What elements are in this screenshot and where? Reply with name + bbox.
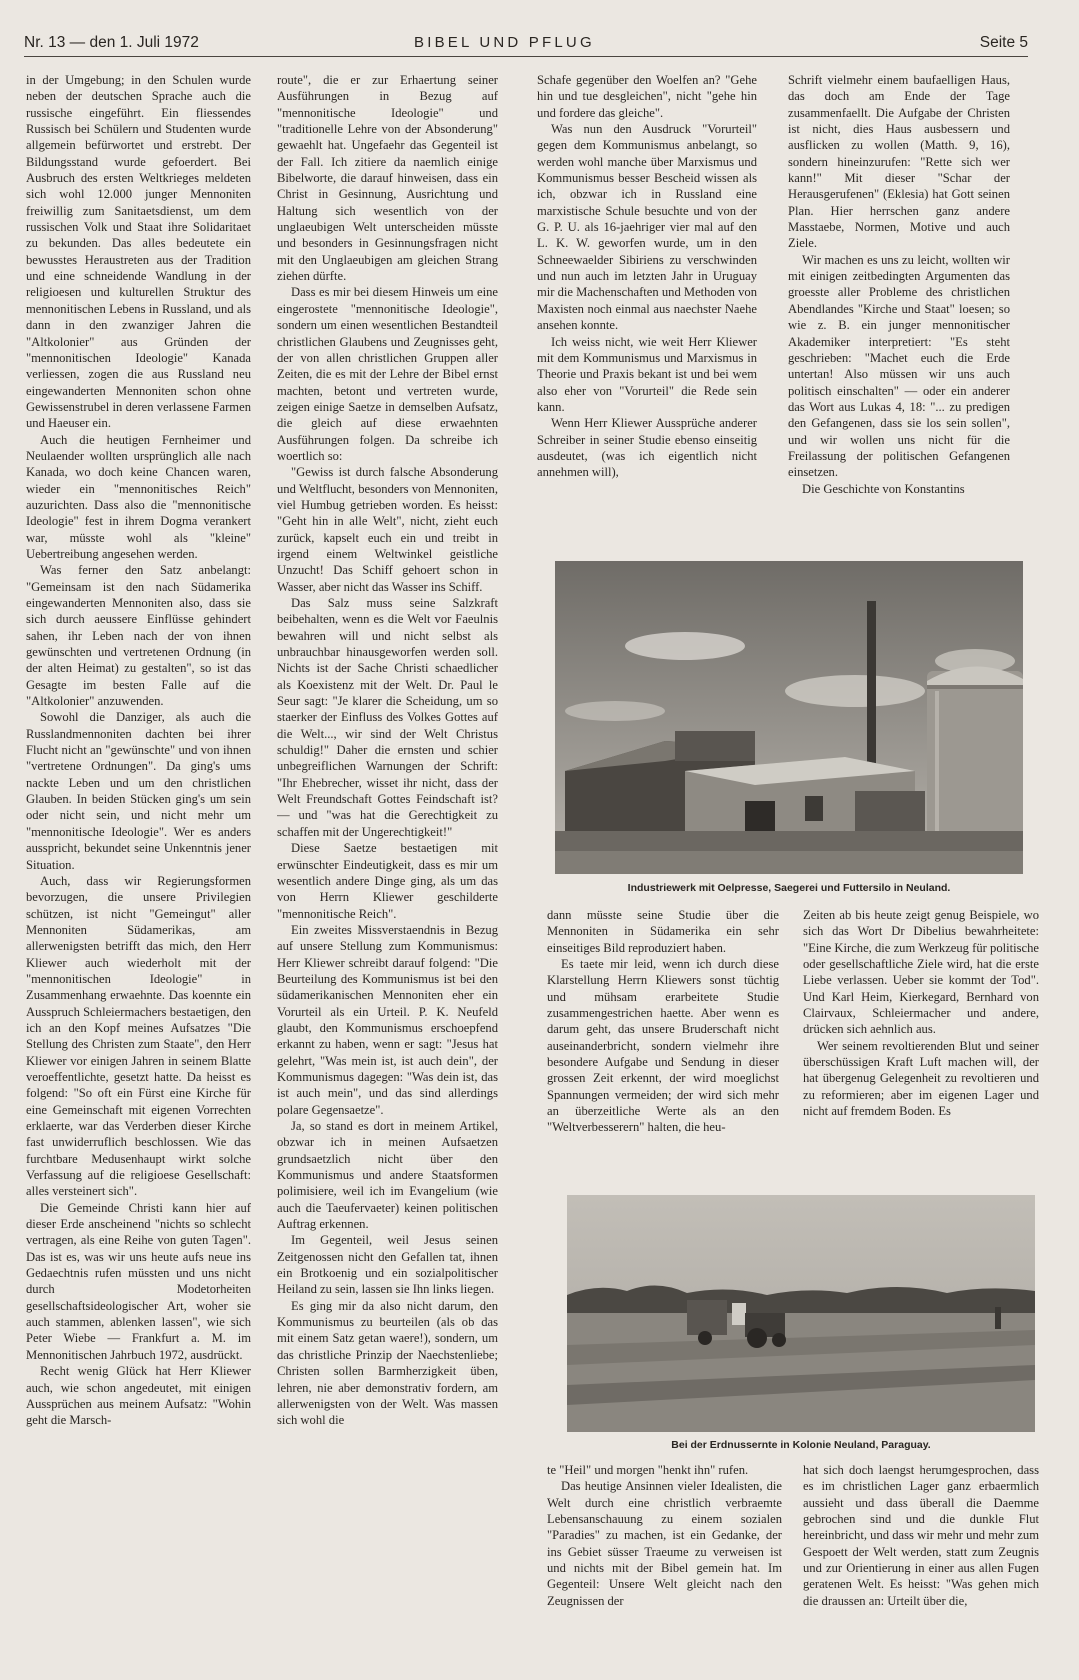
paragraph: Zeiten ab bis heute zeigt genug Beispiele, wo sich das Wort Dr Dibelius bewahrheitete: "Eine Kirche, die zum Werkzeug für politische oder gesellschaftliche Ziele wird, hat die erste Liebe verlassen. Ueber sie kommt der Tod". Und Karl Heim, Kierkegard, Bernhard von Clairvaux, Schleiermacher und andere, drücken sich aehnlich aus. (803, 908, 1039, 1037)
paragraph: Das heutige Ansinnen vieler Idealisten, die Welt durch eine christlich verbraemte Lebensanschauung zu einem sozialen "Paradies" zu machen, ist ein Gedanke, der ins Gebiet süsser Traeume zu verweisen ist und nichts mit der Bibel gemein hat. Im Gegenteil: Unsere Welt gleicht nach den Zeugnissen der (547, 1479, 782, 1608)
text-column-3 (537, 72, 757, 550)
paragraph: Ich weiss nicht, wie weit Herr Kliewer mit dem Kommunismus und Marxismus in Theorie und Praxis bekant ist und bei wem also eher von "Vorurteil" die Rede sein kann. (537, 334, 757, 414)
paragraph: Wir machen es uns zu leicht, wollten wir mit einigen zeitbedingten Argumenten das groesste aller Probleme des christlichen Abendlandes "Kirche und Staat" loesen; so wie z. B. ein junger mennonitischer Akademiker interpretiert: "Es steht geschrieben: "Machet euch die Erde untertan! Also müssen wir uns auch politisch einschalten" — oder ein anderer das Wort aus Lukas 4, 18: "... zu predigen den Gefangenen, dass sie los sein sollen", und wir wollen uns nicht für die Freilassung der politischen Gefangenen einsetzen. (788, 252, 1010, 480)
paragraph: Die Geschichte von Konstantins (802, 481, 965, 496)
page-header (24, 34, 1028, 56)
issue-date: Nr. 13 — den 1. Juli 1972 (24, 34, 199, 51)
publication-title: BIBEL UND PFLUG (414, 34, 595, 51)
paragraph: Was ferner den Satz anbelangt: "Gemeinsam ist den nach Südamerika eingewanderten Mennoniten also, dass sie sich durch aeussere Einflüsse gehindert sahen, ihr Leben nach der von ihnen gewünschten und vertretenen Ordnung (in der alten Heimat) zu gestalten", so ist das Gesagte im besten Falle auf die "Altkolonier" anzuwenden. (26, 563, 251, 709)
text-column-3-bottom (547, 1462, 782, 1678)
text-column-4-lower (803, 907, 1039, 1192)
paragraph: Recht wenig Glück hat Herr Kliewer auch, wie schon angedeutet, mit einigen Aussprüchen aus meinem Aufsatz: "Wohin geht die Marsch- (26, 1364, 251, 1428)
paragraph: Schafe gegenüber den Woelfen an? "Gehe hin und tue desgleichen", nicht "gehe hin und fordere das gleiche". (537, 73, 757, 120)
paragraph: Auch die heutigen Fernheimer und Neulaender wollten ursprünglich alle nach Kanada, wo doch keine Chancen waren, wieder ein "mennonitisches Reich" auzurichten. Dass also die "mennonitische Ideologie" fest in ihrem Dogma verankert war, müsste wohl als "kleine" Uebertreibung angesehen werden. (26, 432, 251, 561)
text-column-1 (26, 72, 251, 1672)
paragraph: hat sich doch laengst herumgesprochen, dass es im christlichen Lager ganz erbaermlich aussieht und dass überall die Daemme gebrochen sind und die dunkle Flut hereinbricht, und dass wir mehr und mehr zum Gespoett der Welt werden, statt zum Zeugnis und zur Orientierung in einer aus allen Fugen geratenen Welt. Es heisst: "Was gehen mich die draussen an: Urteilt über die, (803, 1463, 1039, 1608)
header-rule (24, 56, 1028, 57)
paragraph: Sowohl die Danziger, als auch die Russlandmennoniten dachten bei ihrer Flucht nicht an "gewünschte" und von ihnen "vertretene Ordnungen". Da ging's ums nackte Leben und um den christlichen Glauben. In beiden Stücken ging's um sein oder nicht sein, und nicht mehr um "mennonitische Ideologie". Wer es anders ausspricht, bekundet seine Unkenntnis jener Situation. (26, 710, 251, 872)
text-column-3-lower (547, 907, 779, 1192)
paragraph: Ja, so stand es dort in meinem Artikel, obzwar ich in meinen Aufsaetzen grundsaetzlich nicht über den Kommunismus und andere Staatsformen polimisiere, weil ich im Evangelium (wie auch die Taeufervaeter) keinen politischen Auftrag erkennen. (277, 1119, 498, 1232)
paragraph: route", die er zur Erhaertung seiner Ausführungen in Bezug auf "mennonitische Ideologie" und "traditionelle Lehre von der Absonderung" gewaehlt hat. Ungefaehr das Gegenteil ist der Fall. Ich zitiere da naemlich einige Bibelworte, die darauf hinweisen, dass ein Christ in Gesinnung, Ausrichtung und Haltung sich wesentlich von der unglaeubigen Welt unterscheiden müsste und besonders in Gesinnungsfragen nicht mit den Unglaeubigen am gleichen Strang ziehen dürfte. (277, 73, 498, 284)
paragraph: Es taete mir leid, wenn ich durch diese Klarstellung Herrn Kliewers sonst tüchtig und mühsam erarbeitete Studie zusammengestrichen haette. Aber wenn es darum geht, das unsere Bruderschaft nicht auseinanderbricht, sondern vielmehr ihre besondere Aufgabe und Sendung in dieser grossen Zeit erkennt, der wird moeglichst Spannungen vermeiden; der wird sich mehr an überzeitliche Werte als an den "Weltverbesserern" halten, die heu- (547, 957, 779, 1135)
paragraph: te "Heil" und morgen "henkt ihn" rufen. (547, 1463, 749, 1477)
paragraph: Auch, dass wir Regierungsformen bevorzugen, die unsere Privilegien schützen, ist nicht "Gemeingut" aller Mennoniten Südamerikas, am allerwenigsten betrifft das mich, den Herr Kliewer auch wiederholt mit der "mennonitischen Ideologie" in Zusammenhang erwaehnte. Das koennte ein Ausspruch Schleiermachers bestaetigen, den ich an den Kopf meines Aufsatzes "Die Stellung des Christen zum Staate", den Herr Kliewer vor einigen Jahren in seinem Blatte veroeffentlichte, gesetzt hatte. Da heisst es folgend: "So oft ein Fürst eine Kirche für eine Gemeinschaft mit eigenen Vorrechten erklaerte, war das Verderben dieser Kirche fast unwiderruflich beschlossen. Wie das furchtbare Medusenhaupt wirkt solche Verfassung auf die religioese Gesellschaft: alles versteinert sich". (26, 873, 251, 1199)
text-column-4-bottom (803, 1462, 1039, 1678)
paragraph: Es ging mir da also nicht darum, den Kommunismus zu beurteilen (als ob das mit einem Satz getan waere!), sondern, um das christliche Prinzip der Naechstenliebe; Christen sollen Barmherzigkeit üben, lehren, nie aber demonstrativ fordern, am allerwenigsten von der Welt. Was massen sich wohl die (277, 1298, 498, 1428)
paragraph: in der Umgebung; in den Schulen wurde neben der deutschen Sprache auch die russische eingeführt. Ein fliessendes Russisch bei Schülern und Studenten wurde allgemein befürwortet und erstrebt. Der Bildungsstand wurde gefoerdert. Bei Ausbruch des ersten Weltkrieges meldeten sich wohl 12.000 junger Mennoniten freiwillig zum Sanitaetsdienst, um dem russischen Volk und Staat ihre Solidaritaet zu bekunden. Das alles bedeutete ein bewusstes Heraustreten aus der Tradition und eine schneidende Wandlung in der religioesen und kulturellen Struktur des mennonitischen Lebens in Russland, und als dann in den zwanziger Jahren die "Altkolonier" aus Gründen der "mennonitischen Ideologie" Kanada verliessen, zogen die aus Russland neu eingewanderten Mennoniten schon ohne Gewissenstrubel in deren verlassene Farmen und Haeuser ein. (26, 73, 251, 431)
paragraph: Wenn Herr Kliewer Aussprüche anderer Schreiber in seiner Studie ebenso einseitig ausdeutet, (was ich eigentlich nicht annehmen will), (537, 416, 757, 480)
paragraph: Die Gemeinde Christi kann hier auf dieser Erde anscheinend "nichts so schlecht vertragen, als eine Reihe von guten Tagen". Das ist es, was wir uns heute aufs neue ins Gedaechtnis rufen müssten und uns nicht durch Modetorheiten gesellschaftsideologischer Art, woher sie auch stammen, ablenken lassen", wie sich Peter Wiebe — Frankfurt a. M. im Mennonitischen Jahrbuch 1972, ausdrückt. (26, 1200, 251, 1362)
paragraph: dann müsste seine Studie über die Mennoniten in Südamerika ein sehr einseitiges Bild reproduziert haben. (547, 908, 779, 955)
photo-caption: Bei der Erdnussernte in Kolonie Neuland, Paraguay. (671, 1439, 931, 1451)
paragraph: Dass es mir bei diesem Hinweis um eine eingerostete "mennonitische Ideologie", sondern um einen wesentlichen Bestandteil christlichen Glaubens und Zeugnisses geht, der von allen christlichen Gruppen aller Zeiten, die es mit der Lehre der Bibel ernst machten, betont und vertreten wurde, zeigen einige Saetze in demselben Aufsatz, die gleich auf diese erwaehnten Ausführungen folgen. Da schreibe ich woertlich so: (277, 285, 498, 463)
paragraph: Das Salz muss seine Salzkraft beibehalten, wenn es die Welt vor Faeulnis bewahren will und nicht selbst als unbrauchbar hinausgeworfen werden soll. Nichts ist der Sache Christi schaedlicher als Koexistenz mit der Welt. Dr. Paul le Seur sagt: "Je klarer die Scheidung, um so staerker der Einfluss des Volkes Gottes auf die Welt..., wir sind der Welt Christus schuldig!" Daher die ernsten und schier unbegreiflichen Warnungen der Schrift: "Ihr Ehebrecher, wisset ihr nicht, dass der Welt Freundschaft Gottes Feindschaft ist? — und "was hat die Gerechtigkeit zu schaffen mit der Ungerechtigkeit!" (277, 596, 498, 839)
paragraph: Schrift vielmehr einem baufaelligen Haus, das doch am Ende der Tage zusammenfaellt. Die Aufgabe der Christen ist nicht, dies Haus ausbessern und ausflicken zu wollen (Matth. 9, 16), sondern hineinzurufen: "Rette sich wer kann!" Mit dieser "Schar der Herausgerufenen" (Eklesia) hat Gott seinen Plan. Hier herrschen ganz andere Masstaebe, Normen, Motive und auch Ziele. (788, 73, 1010, 251)
page-number: Seite 5 (979, 34, 1028, 51)
paragraph: Wer seinem revoltierenden Blut und seiner überschüssigen Kraft Luft machen will, der hat übergenug Gelegenheit zu revoltieren und zu reformieren; aber im eigenen Lager und nicht auf fremdem Boden. Es (803, 1038, 1039, 1119)
photo-caption: Industriewerk mit Oelpresse, Saegerei und Futtersilo in Neuland. (627, 882, 951, 894)
paragraph: "Gewiss ist durch falsche Absonderung und Weltflucht, besonders von Mennoniten, viel Humbug getrieben worden. Es heisst: "Geht hin in alle Welt", nicht, zieht euch zurück, kapselt euch ein und treibt in irgend einem Weltwinkel geistliche Unzucht! Das Schiff gehoert schon in Wasser, aber nicht das Wasser ins Schiff. (277, 465, 498, 594)
photo-industrial-plant (555, 561, 1023, 874)
paragraph: Ein zweites Missverstaendnis in Bezug auf unsere Stellung zum Kommunismus: Herr Kliewer schreibt darauf folgend: "Die Beurteilung des Kommunismus ist bei den südamerikanischen Mennoniten eher ein Vorurteil als ein Urteil. P. K. Neufeld glaubt, den Kommunismus erschoepfend erkannt zu haben, wenn er sagt: "Jesus hat gelehrt, "Was mein ist, ist auch dein", der Kommunismus dagegen: "Was dein ist, das ist auch mein", und das sind allerdings polare Gegensaetze". (277, 922, 498, 1117)
photo-peanut-harvest (567, 1195, 1035, 1432)
text-column-4 (788, 72, 1010, 550)
paragraph: Was nun den Ausdruck "Vorurteil" gegen dem Kommunismus anbelangt, so werden wohl manche über Marxismus und Kommunismus besser Bescheid wissen als ich, obzwar ich in Russland eine marxistische Schule besuchte und von der G. P. U. als 16-jaehriger vier mal auf den L. K. W. geworfen wurde, um in den Schneewaelder Sibiriens zu verschwinden und nun auch im letzten Jahr in Uruguay mir die Machenschaften und Methoden von Maxisten noch einmal aus naechster Naehe ansehen konnte. (537, 122, 757, 333)
text-column-2 (277, 72, 498, 1672)
paragraph: Im Gegenteil, weil Jesus seinen Zeitgenossen nicht den Gefallen tat, ihnen ein Brotkoenig und ein sozialpolitischer Heiland zu sein, lassen sie Ihn links liegen. (277, 1233, 498, 1297)
paragraph: Diese Saetze bestaetigen mit erwünschter Eindeutigkeit, dass es mir um wesentlich andere Dinge ging, als um das von Herrn Kliewer geschilderte "mennonitische Reich". (277, 841, 498, 921)
